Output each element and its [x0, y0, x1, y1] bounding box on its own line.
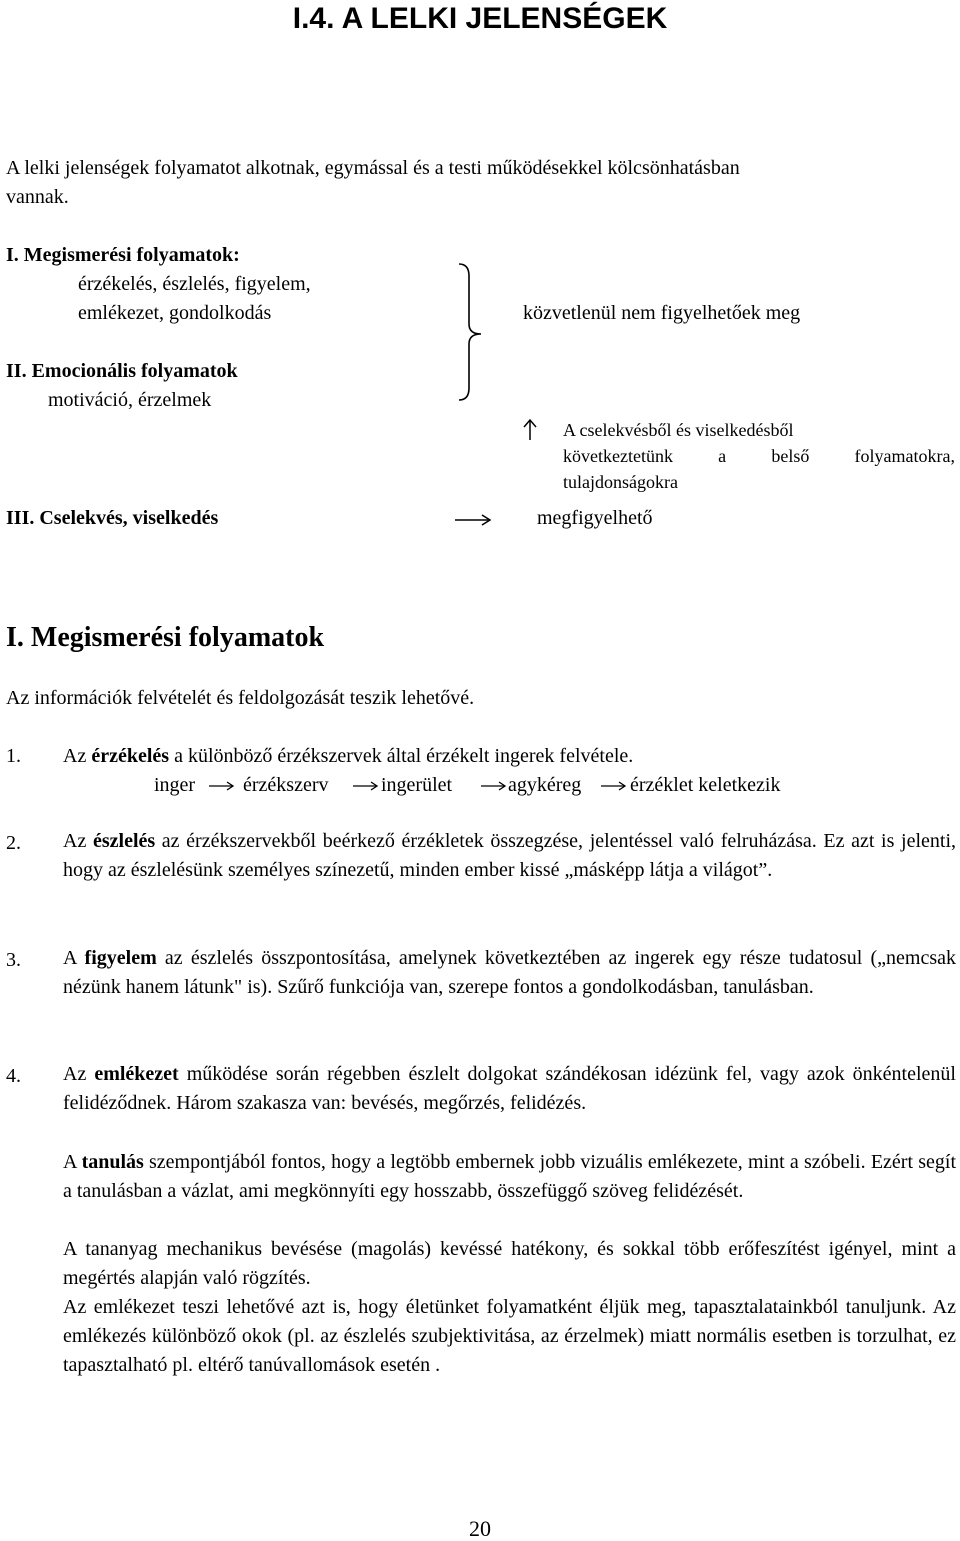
- item-1-text: [63, 746, 633, 766]
- intro-line-2: vannak.: [6, 186, 69, 208]
- up-note-line-2: következtetünk a belső folyamatokra,: [563, 446, 955, 466]
- item-2-number: 2.: [6, 832, 21, 854]
- group2-line-1: motiváció, érzelmek: [48, 389, 212, 411]
- item-3-pre: A: [63, 947, 85, 969]
- chain-step-3: ingerület: [381, 774, 453, 796]
- chain-step-2: érzékszerv: [243, 774, 329, 796]
- item-4-text: [63, 1060, 956, 1118]
- learning-paragraph: [63, 1148, 956, 1206]
- group3-title: III. Cselekvés, viselkedés: [6, 507, 219, 529]
- group1-line-1: érzékelés, észlelés, figyelem,: [78, 273, 311, 295]
- item-2-post: az érzékszervekből beérkező érzékletek összegzése, jelentéssel való felruházása. Ez azt is jelenti, hogy az észlelésünk személyes színezetű, minden ember kissé „másképp látja a világot”.: [63, 830, 956, 881]
- chain-arrow-icon: [600, 780, 628, 792]
- chain-arrow-icon: [208, 780, 236, 792]
- page-title: I.4. A LELKI JELENSÉGEK: [292, 2, 668, 35]
- group3-arrow-text: megfigyelhető: [537, 507, 653, 529]
- item-4-number: 4.: [6, 1065, 21, 1087]
- arrow-up-icon: [520, 418, 540, 442]
- page-number: 20: [469, 1516, 491, 1541]
- item-2-term: észlelés: [92, 830, 156, 852]
- arrow-right-icon: [453, 512, 493, 528]
- section-subtitle: Az információk felvételét és feldolgozását teszik lehetővé.: [6, 687, 475, 709]
- learning-post: szempontjából fontos, hogy a legtöbb embernek jobb vizuális emlékezete, mint a szóbeli. Ezért segít a tanulásban a vázlat, ami megkönnyíti egy hosszabb, összefüggő szöveg felidézését.: [63, 1151, 956, 1202]
- item-3-post: az észlelés összpontosítása, amelynek következtében az ingerek egy része tudatosul („nemcsak nézünk hanem látunk" is). Szűrő funkciója van, szerepe fontos a gondolkodásban, tanulásban.: [63, 947, 956, 998]
- item-4-post: működése során régebben észlelt dolgokat szándékosan idézünk fel, vagy azok önkéntelenül felidéződnek. Három szakasza van: bevésés, megőrzés, felidézés.: [63, 1063, 956, 1114]
- chain-arrow-icon: [352, 780, 380, 792]
- item-4-pre: Az: [63, 1063, 95, 1085]
- item-3-text: [63, 944, 956, 1002]
- group2-title: II. Emocionális folyamatok: [6, 360, 238, 382]
- learning-pre: A: [63, 1151, 82, 1173]
- item-1-term: érzékelés: [91, 745, 170, 767]
- item-2-pre: Az: [63, 830, 93, 852]
- brace-text: közvetlenül nem figyelhetőek meg: [523, 302, 801, 324]
- intro-line-1: A lelki jelenségek folyamatot alkotnak, egymással és a testi működésekkel kölcsönhatásban: [6, 157, 740, 179]
- item-3-number: 3.: [6, 949, 21, 971]
- item-1-pre: Az: [63, 745, 92, 767]
- learning-term: tanulás: [81, 1151, 144, 1173]
- item-3-term: figyelem: [84, 947, 157, 969]
- chain-arrow-icon: [480, 780, 508, 792]
- rote-learning-paragraph: A tananyag mechanikus bevésése (magolás) kevéssé hatékony, és sokkal több erőfeszítést igényel, mint a megértés alapján való rögzítés.: [63, 1238, 956, 1289]
- curly-brace-icon: [455, 262, 495, 402]
- chain-step-4: agykéreg: [508, 774, 582, 796]
- item-1-number: 1.: [6, 745, 21, 767]
- item-4-term: emlékezet: [94, 1063, 179, 1085]
- section-heading: I. Megismerési folyamatok: [6, 622, 325, 653]
- group1-line-2: emlékezet, gondolkodás: [78, 302, 272, 324]
- group1-title: I. Megismerési folyamatok:: [6, 244, 240, 266]
- up-note-line-1: A cselekvésből és viselkedésből: [563, 420, 794, 440]
- item-1-post: a különböző érzékszervek által érzékelt ingerek felvétele.: [169, 745, 634, 767]
- item-2-text: [63, 827, 956, 885]
- chain-step-5: érzéklet keletkezik: [630, 774, 781, 796]
- chain-step-1: inger: [154, 774, 196, 796]
- up-note-line-3: tulajdonságokra: [563, 472, 678, 492]
- memory-paragraph: Az emlékezet teszi lehetővé azt is, hogy életünket folyamatként éljük meg, tapasztalatainkból tanuljunk. Az emlékezés különböző okok (pl. az észlelés szubjektivitása, az érzelmek) miatt normális esetben is torzulhat, ez tapasztalható pl. eltérő tanúvallomások esetén .: [63, 1296, 956, 1376]
